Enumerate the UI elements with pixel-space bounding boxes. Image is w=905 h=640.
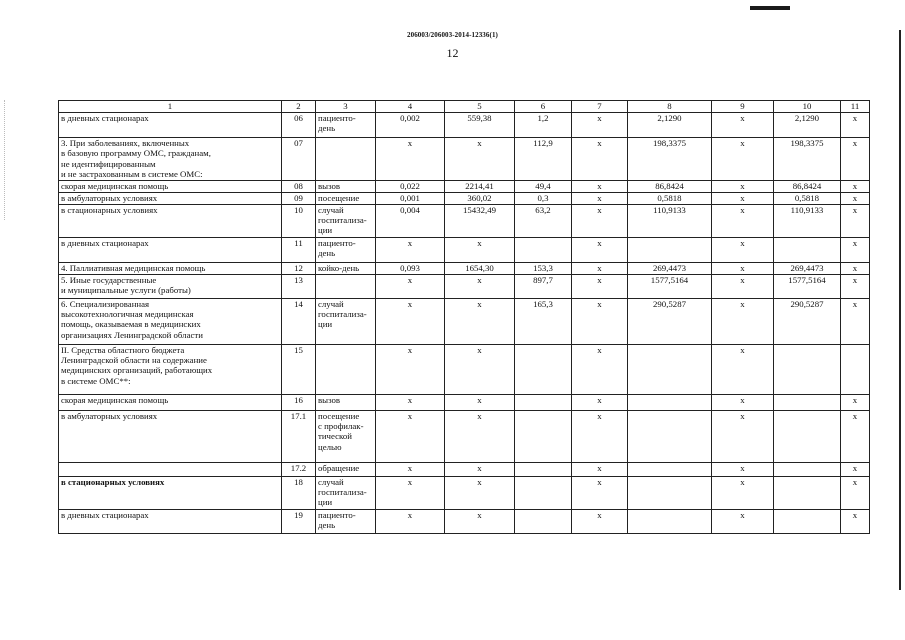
table-cell: 13 — [282, 274, 316, 298]
table-cell: х — [712, 344, 774, 394]
row-name-cell — [59, 462, 282, 476]
table-cell: х — [376, 476, 445, 509]
table-cell — [774, 394, 841, 410]
row-name-cell: 5. Иные государственные и муниципальные услуги (работы) — [59, 274, 282, 298]
row-name-cell: в стационарных условиях — [59, 476, 282, 509]
table-cell: посещение — [316, 192, 376, 204]
table-cell: 1577,5164 — [774, 274, 841, 298]
table-cell: 14 — [282, 298, 316, 344]
table-row — [59, 204, 870, 237]
table-cell: вызов — [316, 394, 376, 410]
table-cell: х — [712, 180, 774, 192]
table-row — [59, 192, 870, 204]
table-cell: х — [376, 344, 445, 394]
table-cell: обращение — [316, 462, 376, 476]
table-cell: 86,8424 — [628, 180, 712, 192]
table-cell: х — [841, 180, 870, 192]
scan-mark-top — [750, 6, 790, 10]
table-cell — [316, 344, 376, 394]
table-cell — [774, 344, 841, 394]
row-name-cell: в дневных стационарах — [59, 113, 282, 138]
data-table — [58, 100, 870, 534]
table-cell: 15 — [282, 344, 316, 394]
table-cell: 1654,30 — [445, 262, 515, 274]
column-header: 7 — [572, 101, 628, 113]
table-row — [59, 274, 870, 298]
row-name-cell: скорая медицинская помощь — [59, 394, 282, 410]
table-cell: 18 — [282, 476, 316, 509]
table-row — [59, 410, 870, 462]
table-cell: 2214,41 — [445, 180, 515, 192]
table-cell — [628, 509, 712, 533]
table-cell: 0,004 — [376, 204, 445, 237]
table-row — [59, 462, 870, 476]
column-header: 5 — [445, 101, 515, 113]
table-cell — [628, 344, 712, 394]
table-cell — [515, 410, 572, 462]
table-cell: х — [712, 394, 774, 410]
table-cell — [774, 410, 841, 462]
scan-edge-line — [899, 30, 901, 590]
table-cell: х — [841, 138, 870, 181]
row-name-cell: в амбулаторных условиях — [59, 192, 282, 204]
table-cell: х — [712, 204, 774, 237]
table-cell: 360,02 — [445, 192, 515, 204]
table-cell: 0,002 — [376, 113, 445, 138]
table-cell — [316, 138, 376, 181]
table-cell: 290,5287 — [628, 298, 712, 344]
table-row — [59, 237, 870, 262]
table-cell — [628, 462, 712, 476]
table-cell: х — [445, 344, 515, 394]
table-cell: х — [712, 113, 774, 138]
table-cell: х — [445, 298, 515, 344]
table-cell: случай госпитализа- ции — [316, 298, 376, 344]
table-cell: 198,3375 — [774, 138, 841, 181]
table-cell: 0,001 — [376, 192, 445, 204]
header-row — [59, 101, 870, 113]
table-cell: х — [841, 237, 870, 262]
row-name-cell: 4. Паллиативная медицинская помощь — [59, 262, 282, 274]
table-cell: пациенто- день — [316, 237, 376, 262]
table-cell — [841, 344, 870, 394]
table-cell: х — [572, 113, 628, 138]
table-cell — [515, 476, 572, 509]
table-cell: 2,1290 — [774, 113, 841, 138]
table-cell: х — [712, 138, 774, 181]
table-cell: х — [445, 476, 515, 509]
table-cell: 06 — [282, 113, 316, 138]
row-name-cell: скорая медицинская помощь — [59, 180, 282, 192]
table-cell: х — [572, 262, 628, 274]
row-name-cell: 6. Специализированная высокотехнологичная медицинская помощь, оказываемая в медицинских организациях Ленинградской области — [59, 298, 282, 344]
table-cell: 16 — [282, 394, 316, 410]
table-cell: х — [712, 192, 774, 204]
column-header: 3 — [316, 101, 376, 113]
table-cell: 269,4473 — [628, 262, 712, 274]
table-cell: 112,9 — [515, 138, 572, 181]
scan-specks — [4, 100, 7, 220]
table-cell: койко-день — [316, 262, 376, 274]
table-cell — [628, 410, 712, 462]
table-cell: 08 — [282, 180, 316, 192]
table-cell: х — [841, 394, 870, 410]
table-cell: 1577,5164 — [628, 274, 712, 298]
table-cell: пациенто- день — [316, 509, 376, 533]
page-number: 12 — [446, 46, 459, 60]
table-cell — [774, 237, 841, 262]
table-cell: х — [376, 298, 445, 344]
table-cell: х — [841, 298, 870, 344]
table-cell: х — [445, 462, 515, 476]
table-row — [59, 344, 870, 394]
table-row — [59, 138, 870, 181]
row-name-cell: в дневных стационарах — [59, 509, 282, 533]
table-cell — [628, 394, 712, 410]
table-cell: случай госпитализа- ции — [316, 476, 376, 509]
table-cell: х — [712, 237, 774, 262]
column-header: 8 — [628, 101, 712, 113]
table-cell — [515, 462, 572, 476]
table-cell: 559,38 — [445, 113, 515, 138]
table-cell: х — [712, 410, 774, 462]
table-cell — [774, 476, 841, 509]
table-cell: х — [841, 262, 870, 274]
table-cell: 290,5287 — [774, 298, 841, 344]
table-cell — [628, 237, 712, 262]
table-cell: х — [572, 138, 628, 181]
table-cell: х — [712, 274, 774, 298]
table-cell: случай госпитализа- ции — [316, 204, 376, 237]
table-cell: 0,5818 — [628, 192, 712, 204]
table-cell — [515, 344, 572, 394]
table-cell: х — [445, 394, 515, 410]
table-cell: 0,022 — [376, 180, 445, 192]
column-header: 11 — [841, 101, 870, 113]
table-cell: 15432,49 — [445, 204, 515, 237]
table-cell: 12 — [282, 262, 316, 274]
table-cell: х — [572, 274, 628, 298]
table-cell: х — [572, 344, 628, 394]
table-cell: 165,3 — [515, 298, 572, 344]
table-cell: х — [376, 394, 445, 410]
table-cell: х — [572, 180, 628, 192]
table-row — [59, 394, 870, 410]
table-row — [59, 298, 870, 344]
document-id: 206003/206003-2014-12336(1) — [407, 31, 498, 39]
table-cell: 198,3375 — [628, 138, 712, 181]
table-cell: х — [572, 298, 628, 344]
table-cell: х — [572, 394, 628, 410]
row-name-cell: в амбулаторных условиях — [59, 410, 282, 462]
table-cell: х — [841, 509, 870, 533]
column-header: 6 — [515, 101, 572, 113]
table-cell: х — [572, 237, 628, 262]
table-cell: 153,3 — [515, 262, 572, 274]
table-cell: посещение с профилак- тической целью — [316, 410, 376, 462]
table-cell: х — [712, 298, 774, 344]
table-cell: х — [841, 462, 870, 476]
table-cell — [774, 509, 841, 533]
table-row — [59, 509, 870, 533]
table-cell: 0,3 — [515, 192, 572, 204]
column-header: 10 — [774, 101, 841, 113]
table-cell: х — [445, 237, 515, 262]
row-name-cell: в дневных стационарах — [59, 237, 282, 262]
table-cell — [774, 462, 841, 476]
column-header: 4 — [376, 101, 445, 113]
row-name-cell: 3. При заболеваниях, включенных в базовую программу ОМС, гражданам, не идентифицированным и не застрахованным в системе ОМС: — [59, 138, 282, 181]
table-cell: х — [841, 410, 870, 462]
column-header: 9 — [712, 101, 774, 113]
table-cell: вызов — [316, 180, 376, 192]
table-cell: х — [376, 138, 445, 181]
table-cell: 86,8424 — [774, 180, 841, 192]
table-cell: 10 — [282, 204, 316, 237]
table-cell: х — [445, 509, 515, 533]
table-cell: 897,7 — [515, 274, 572, 298]
table-cell — [628, 476, 712, 509]
table-cell: х — [712, 262, 774, 274]
table-cell: х — [376, 274, 445, 298]
table-row — [59, 476, 870, 509]
table-row — [59, 113, 870, 138]
table-cell: 09 — [282, 192, 316, 204]
table-cell: 110,9133 — [628, 204, 712, 237]
column-header: 1 — [59, 101, 282, 113]
table-row — [59, 262, 870, 274]
table-cell: х — [841, 113, 870, 138]
table-cell: 0,5818 — [774, 192, 841, 204]
table-cell: 49,4 — [515, 180, 572, 192]
table-cell: х — [572, 410, 628, 462]
table-cell: х — [445, 410, 515, 462]
row-name-cell: II. Средства областного бюджета Ленинградской области на содержание медицинских организаций, работающих в системе ОМС**: — [59, 344, 282, 394]
table-row — [59, 180, 870, 192]
column-header: 2 — [282, 101, 316, 113]
table-cell: х — [841, 476, 870, 509]
table-cell: пациенто- день — [316, 113, 376, 138]
table-cell: 63,2 — [515, 204, 572, 237]
table-cell: 17.2 — [282, 462, 316, 476]
table-cell: х — [712, 462, 774, 476]
table-cell — [515, 509, 572, 533]
table-cell: х — [572, 204, 628, 237]
table-cell — [515, 237, 572, 262]
table-cell: 11 — [282, 237, 316, 262]
table-cell: 1,2 — [515, 113, 572, 138]
table-cell: х — [572, 192, 628, 204]
table-cell: х — [572, 462, 628, 476]
table-cell: х — [376, 237, 445, 262]
table-cell: 19 — [282, 509, 316, 533]
table-cell: х — [445, 274, 515, 298]
table-cell: 0,093 — [376, 262, 445, 274]
table-cell: 269,4473 — [774, 262, 841, 274]
table-cell: х — [376, 410, 445, 462]
table-cell — [316, 274, 376, 298]
table-cell: 2,1290 — [628, 113, 712, 138]
table-cell: х — [376, 462, 445, 476]
table-cell: х — [841, 192, 870, 204]
row-name-cell: в стационарных условиях — [59, 204, 282, 237]
table-cell: х — [572, 509, 628, 533]
table-cell: х — [841, 274, 870, 298]
table-cell: 17.1 — [282, 410, 316, 462]
table-cell: х — [712, 509, 774, 533]
table-cell: х — [445, 138, 515, 181]
table-cell: х — [841, 204, 870, 237]
table-cell — [515, 394, 572, 410]
table-cell: 07 — [282, 138, 316, 181]
table-cell: х — [712, 476, 774, 509]
table-cell: х — [572, 476, 628, 509]
table-cell: х — [376, 509, 445, 533]
table-cell: 110,9133 — [774, 204, 841, 237]
